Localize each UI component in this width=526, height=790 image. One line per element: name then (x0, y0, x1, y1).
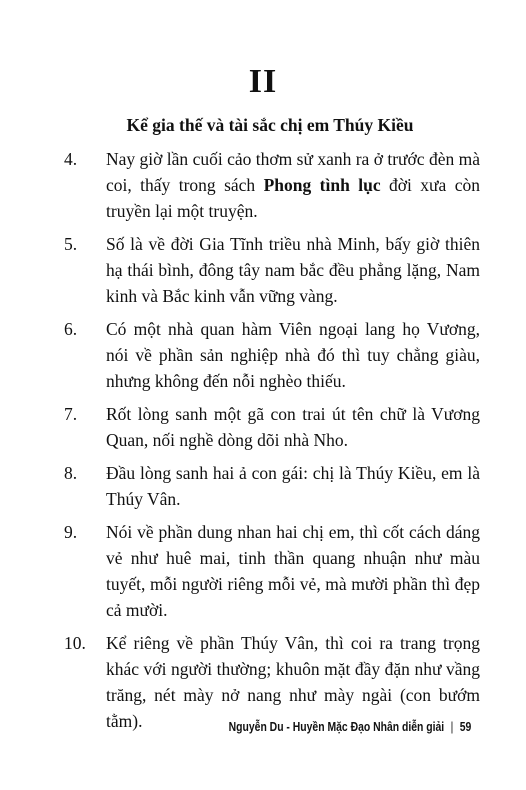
item-text: Nói về phần dung nhan hai chị em, thì cốt cách dáng vẻ như huê mai, tinh thần quang nhuận như màu tuyết, mỗi người riêng mỗi vẻ, mà mười phần thì đẹp cả mười. (106, 522, 480, 620)
item-number: 5. (64, 234, 78, 254)
book-title-emphasis: Phong tình lục (263, 175, 381, 195)
item-number: 7. (64, 404, 78, 424)
item-text: Rốt lòng sanh một gã con trai út tên chữ là Vương Quan, nối nghề dòng dõi nhà Nho. (106, 404, 480, 450)
list-item (64, 519, 480, 623)
item-number: 10. (64, 633, 86, 653)
verse-list (64, 146, 480, 741)
page-number: 59 (459, 719, 471, 734)
item-text: Có một nhà quan hàm Viên ngoại lang họ Vương, nói về phần sản nghiệp nhà đó thì tuy chẳng giàu, nhưng không đến nỗi nghèo thiếu. (106, 319, 480, 391)
item-number: 6. (64, 319, 78, 339)
list-item (64, 231, 480, 309)
list-item (64, 146, 480, 224)
section-title: Kể gia thế và tài sắc chị em Thúy Kiều (126, 115, 414, 135)
item-text: Nay giờ lần cuối cảo thơm sử xanh ra ở trước đèn mà coi, thấy trong sách Phong tình lục đời xưa còn truyền lại một truyện. (106, 149, 480, 221)
footer-separator: | (450, 719, 454, 734)
item-number: 8. (64, 463, 78, 483)
item-number: 4. (64, 149, 78, 169)
item-text: Kể riêng về phần Thúy Vân, thì coi ra trang trọng khác với người thường; khuôn mặt đầy đặn như vầng trăng, nét mày nở nang như mày ngài (con bướm tằm). (106, 633, 480, 731)
list-item (64, 316, 480, 394)
item-number: 9. (64, 522, 78, 542)
page-footer (228, 718, 471, 736)
chapter-numeral: II (248, 63, 278, 100)
item-text: Số là về đời Gia Tĩnh triều nhà Minh, bấy giờ thiên hạ thái bình, đông tây nam bắc đều phẳng lặng, Nam kinh và Bắc kinh vẫn vững vàng. (106, 234, 480, 306)
list-item (64, 460, 480, 512)
footer-credit: Nguyễn Du - Huyền Mặc Đạo Nhân diễn giải (228, 719, 444, 734)
list-item (64, 401, 480, 453)
item-text: Đầu lòng sanh hai ả con gái: chị là Thúy Kiều, em là Thúy Vân. (106, 463, 480, 509)
